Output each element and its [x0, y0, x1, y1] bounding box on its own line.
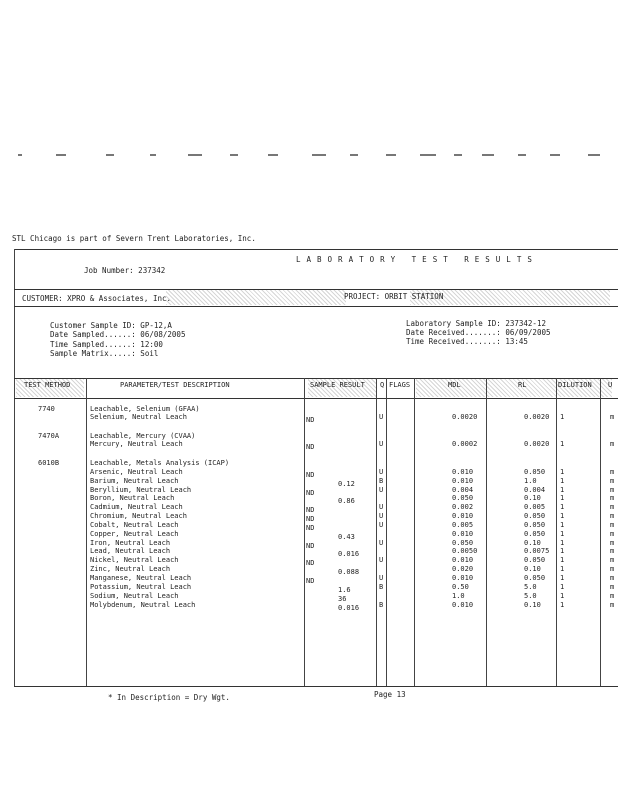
row-qualifier: U	[379, 440, 384, 448]
row-result: 0.016	[338, 550, 360, 558]
row-rl: 0.050	[524, 530, 546, 538]
row-units: m	[610, 530, 615, 538]
row-units: m	[610, 583, 615, 591]
header-dilution: DILUTION	[558, 381, 592, 389]
row-method: 7740	[38, 405, 55, 413]
row-parameter: Chromium, Neutral Leach	[90, 512, 187, 520]
row-parameter: Mercury, Neutral Leach	[90, 440, 183, 448]
row-nd: ND	[306, 577, 315, 585]
row-rl: 0.10	[524, 539, 541, 547]
row-result: 0.12	[338, 480, 355, 488]
row-parameter: Beryllium, Neutral Leach	[90, 486, 192, 494]
row-dilution: 1	[560, 468, 565, 476]
row-rl: 0.004	[524, 486, 546, 494]
row-parameter: Manganese, Neutral Leach	[90, 574, 192, 582]
row-dilution: 1	[560, 565, 565, 573]
header-sample-result: SAMPLE RESULT	[310, 381, 365, 389]
row-parameter: Copper, Neutral Leach	[90, 530, 179, 538]
row-parameter: Molybdenum, Neutral Leach	[90, 601, 196, 609]
header-rl: RL	[518, 381, 527, 389]
row-qualifier: U	[379, 512, 384, 520]
row-mdl: 0.010	[452, 574, 474, 582]
row-nd: ND	[306, 524, 315, 532]
row-method: 6010B	[38, 459, 60, 467]
row-units: m	[610, 539, 615, 547]
row-dilution: 1	[560, 503, 565, 511]
row-units: m	[610, 592, 615, 600]
row-qualifier: B	[379, 477, 384, 485]
row-parameter: Arsenic, Neutral Leach	[90, 468, 183, 476]
row-mdl: 0.50	[452, 583, 469, 591]
row-mdl: 0.010	[452, 477, 474, 485]
header-q: Q	[380, 381, 385, 389]
row-units: m	[610, 494, 615, 502]
row-parameter: Leachable, Selenium (GFAA)	[90, 405, 200, 413]
row-nd: ND	[306, 559, 315, 567]
row-qualifier: B	[379, 601, 384, 609]
row-rl: 0.050	[524, 574, 546, 582]
date-sampled: Date Sampled......: 06/08/2005	[50, 330, 186, 339]
row-qualifier: U	[379, 521, 384, 529]
row-parameter: Barium, Neutral Leach	[90, 477, 179, 485]
page-number: Page 13	[374, 690, 406, 699]
row-parameter: Potassium, Neutral Leach	[90, 583, 192, 591]
row-mdl: 0.020	[452, 565, 474, 573]
row-qualifier: U	[379, 503, 384, 511]
row-dilution: 1	[560, 583, 565, 591]
row-dilution: 1	[560, 521, 565, 529]
row-nd: ND	[306, 515, 315, 523]
row-mdl: 0.050	[452, 539, 474, 547]
row-dilution: 1	[560, 440, 565, 448]
row-dilution: 1	[560, 486, 565, 494]
row-result: 0.43	[338, 533, 355, 541]
row-mdl: 0.010	[452, 601, 474, 609]
row-parameter: Leachable, Metals Analysis (ICAP)	[90, 459, 230, 467]
project-name: PROJECT: ORBIT STATION	[344, 292, 444, 301]
row-units: m	[610, 512, 615, 520]
row-parameter: Boron, Neutral Leach	[90, 494, 175, 502]
row-rl: 0.10	[524, 601, 541, 609]
row-parameter: Selenium, Neutral Leach	[90, 413, 187, 421]
row-result: 0.016	[338, 604, 360, 612]
row-units: m	[610, 565, 615, 573]
row-parameter: Cadmium, Neutral Leach	[90, 503, 183, 511]
row-units: m	[610, 413, 615, 421]
row-mdl: 0.0050	[452, 547, 478, 555]
row-nd: ND	[306, 489, 315, 497]
row-dilution: 1	[560, 592, 565, 600]
row-rl: 0.10	[524, 565, 541, 573]
row-mdl: 1.0	[452, 592, 465, 600]
job-number: Job Number: 237342	[84, 266, 166, 275]
row-dilution: 1	[560, 601, 565, 609]
row-mdl: 0.010	[452, 556, 474, 564]
header-mdl: MDL	[448, 381, 461, 389]
time-received: Time Received.......: 13:45	[406, 337, 528, 346]
row-rl: 0.005	[524, 503, 546, 511]
row-units: m	[610, 486, 615, 494]
row-qualifier: U	[379, 486, 384, 494]
row-result: 0.088	[338, 568, 360, 576]
row-units: m	[610, 601, 615, 609]
header-units: U	[608, 381, 613, 389]
row-parameter: Leachable, Mercury (CVAA)	[90, 432, 196, 440]
row-dilution: 1	[560, 494, 565, 502]
header-test-method: TEST METHOD	[24, 381, 71, 389]
row-mdl: 0.004	[452, 486, 474, 494]
row-dilution: 1	[560, 539, 565, 547]
report-title: LABORATORY TEST RESULTS	[296, 255, 538, 264]
row-parameter: Nickel, Neutral Leach	[90, 556, 179, 564]
row-rl: 0.0020	[524, 413, 550, 421]
row-method: 7470A	[38, 432, 60, 440]
row-rl: 0.10	[524, 494, 541, 502]
row-units: m	[610, 574, 615, 582]
row-mdl: 0.010	[452, 512, 474, 520]
row-mdl: 0.010	[452, 468, 474, 476]
row-rl: 0.050	[524, 521, 546, 529]
time-sampled: Time Sampled......: 12:00	[50, 340, 163, 349]
row-parameter: Iron, Neutral Leach	[90, 539, 171, 547]
row-rl: 0.050	[524, 556, 546, 564]
row-result: 36	[338, 595, 347, 603]
footnote: * In Description = Dry Wgt.	[108, 693, 230, 702]
row-units: m	[610, 521, 615, 529]
row-qualifier: U	[379, 574, 384, 582]
row-nd: ND	[306, 471, 315, 479]
company-note: STL Chicago is part of Severn Trent Laboratories, Inc.	[12, 234, 256, 243]
row-parameter: Lead, Neutral Leach	[90, 547, 171, 555]
row-dilution: 1	[560, 530, 565, 538]
row-nd: ND	[306, 542, 315, 550]
row-qualifier: U	[379, 539, 384, 547]
sample-matrix: Sample Matrix.....: Soil	[50, 349, 159, 358]
row-units: m	[610, 477, 615, 485]
row-parameter: Sodium, Neutral Leach	[90, 592, 179, 600]
row-qualifier: U	[379, 413, 384, 421]
row-units: m	[610, 503, 615, 511]
row-qualifier: U	[379, 468, 384, 476]
row-nd: ND	[306, 416, 315, 424]
row-mdl: 0.005	[452, 521, 474, 529]
row-units: m	[610, 468, 615, 476]
row-mdl: 0.0020	[452, 413, 478, 421]
row-qualifier: U	[379, 556, 384, 564]
row-mdl: 0.0002	[452, 440, 478, 448]
row-nd: ND	[306, 443, 315, 451]
row-dilution: 1	[560, 547, 565, 555]
row-rl: 0.050	[524, 512, 546, 520]
row-parameter: Cobalt, Neutral Leach	[90, 521, 179, 529]
row-dilution: 1	[560, 413, 565, 421]
row-rl: 5.0	[524, 583, 537, 591]
row-rl: 0.0020	[524, 440, 550, 448]
header-flags: FLAGS	[389, 381, 411, 389]
row-mdl: 0.002	[452, 503, 474, 511]
row-dilution: 1	[560, 574, 565, 582]
row-mdl: 0.010	[452, 530, 474, 538]
row-units: m	[610, 440, 615, 448]
row-units: m	[610, 556, 615, 564]
date-received: Date Received.......: 06/09/2005	[406, 328, 551, 337]
customer-name: CUSTOMER: XPRO & Associates, Inc.	[22, 294, 172, 303]
row-rl: 0.0075	[524, 547, 550, 555]
lab-sample-id: Laboratory Sample ID: 237342-12	[406, 319, 546, 328]
header-parameter: PARAMETER/TEST DESCRIPTION	[120, 381, 230, 389]
row-qualifier: B	[379, 583, 384, 591]
row-result: 1.6	[338, 586, 351, 594]
row-rl: 0.050	[524, 468, 546, 476]
row-dilution: 1	[560, 556, 565, 564]
customer-sample-id: Customer Sample ID: GP-12,A	[50, 321, 172, 330]
row-nd: ND	[306, 506, 315, 514]
row-units: m	[610, 547, 615, 555]
row-rl: 1.0	[524, 477, 537, 485]
row-result: 0.86	[338, 497, 355, 505]
row-mdl: 0.050	[452, 494, 474, 502]
row-dilution: 1	[560, 512, 565, 520]
row-dilution: 1	[560, 477, 565, 485]
row-rl: 5.0	[524, 592, 537, 600]
row-parameter: Zinc, Neutral Leach	[90, 565, 171, 573]
